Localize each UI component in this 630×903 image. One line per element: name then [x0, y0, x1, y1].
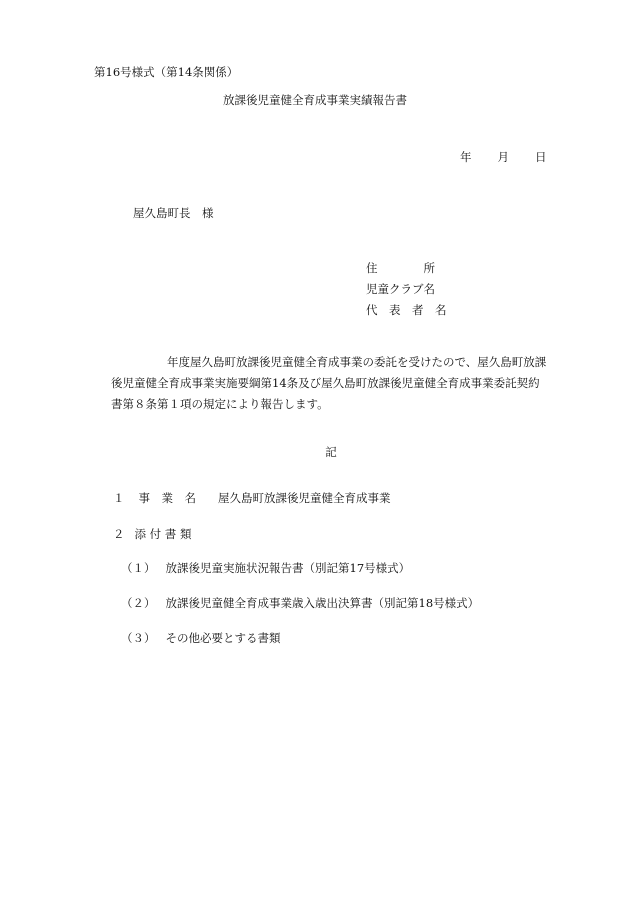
item-label: 事 業 名 [138, 491, 196, 505]
attachment-text: 放課後児童健全育成事業歳入歳出決算書（別記第18号様式） [165, 596, 480, 610]
ki-heading: 記 [325, 445, 337, 459]
attachment-number: （２） [121, 596, 156, 610]
item-value: 屋久島町放課後児童健全育成事業 [218, 491, 391, 505]
item-number: ２ [113, 527, 125, 541]
attachment-text: 放課後児童実施状況報告書（別記第17号様式） [165, 561, 411, 575]
date-day: 日 [535, 150, 547, 164]
date-month: 月 [497, 150, 509, 164]
attachment-item [121, 562, 410, 576]
body-text: 年度屋久島町放課後児童健全育成事業の委託を受けたので、屋久島町放課後児童健全育成事業実施要綱第14条及び屋久島町放課後児童健全育成事業委託契約書第８条第１項の規定により報告します。 [111, 355, 547, 411]
item-business-name [113, 492, 391, 506]
document-title: 放課後児童健全育成事業実績報告書 [223, 93, 407, 107]
date-year: 年 [460, 150, 472, 164]
addressee: 屋久島町長 様 [133, 206, 214, 220]
attachment-number: （３） [121, 631, 156, 645]
item-number: １ [113, 491, 125, 505]
item-label: 添 付 書 類 [134, 527, 192, 541]
item-attachments [113, 528, 191, 542]
body-paragraph [111, 352, 551, 415]
form-number: 第16号様式（第14条関係） [94, 65, 239, 79]
sender-address-label: 住 所 [366, 261, 435, 275]
attachment-text: その他必要とする書類 [165, 631, 281, 645]
date-line [460, 151, 547, 165]
sender-representative-label: 代 表 者 名 [366, 303, 447, 317]
attachment-item [121, 632, 281, 646]
attachment-item [121, 597, 479, 611]
sender-club-label: 児童クラブ名 [366, 282, 435, 296]
attachment-number: （１） [121, 561, 156, 575]
